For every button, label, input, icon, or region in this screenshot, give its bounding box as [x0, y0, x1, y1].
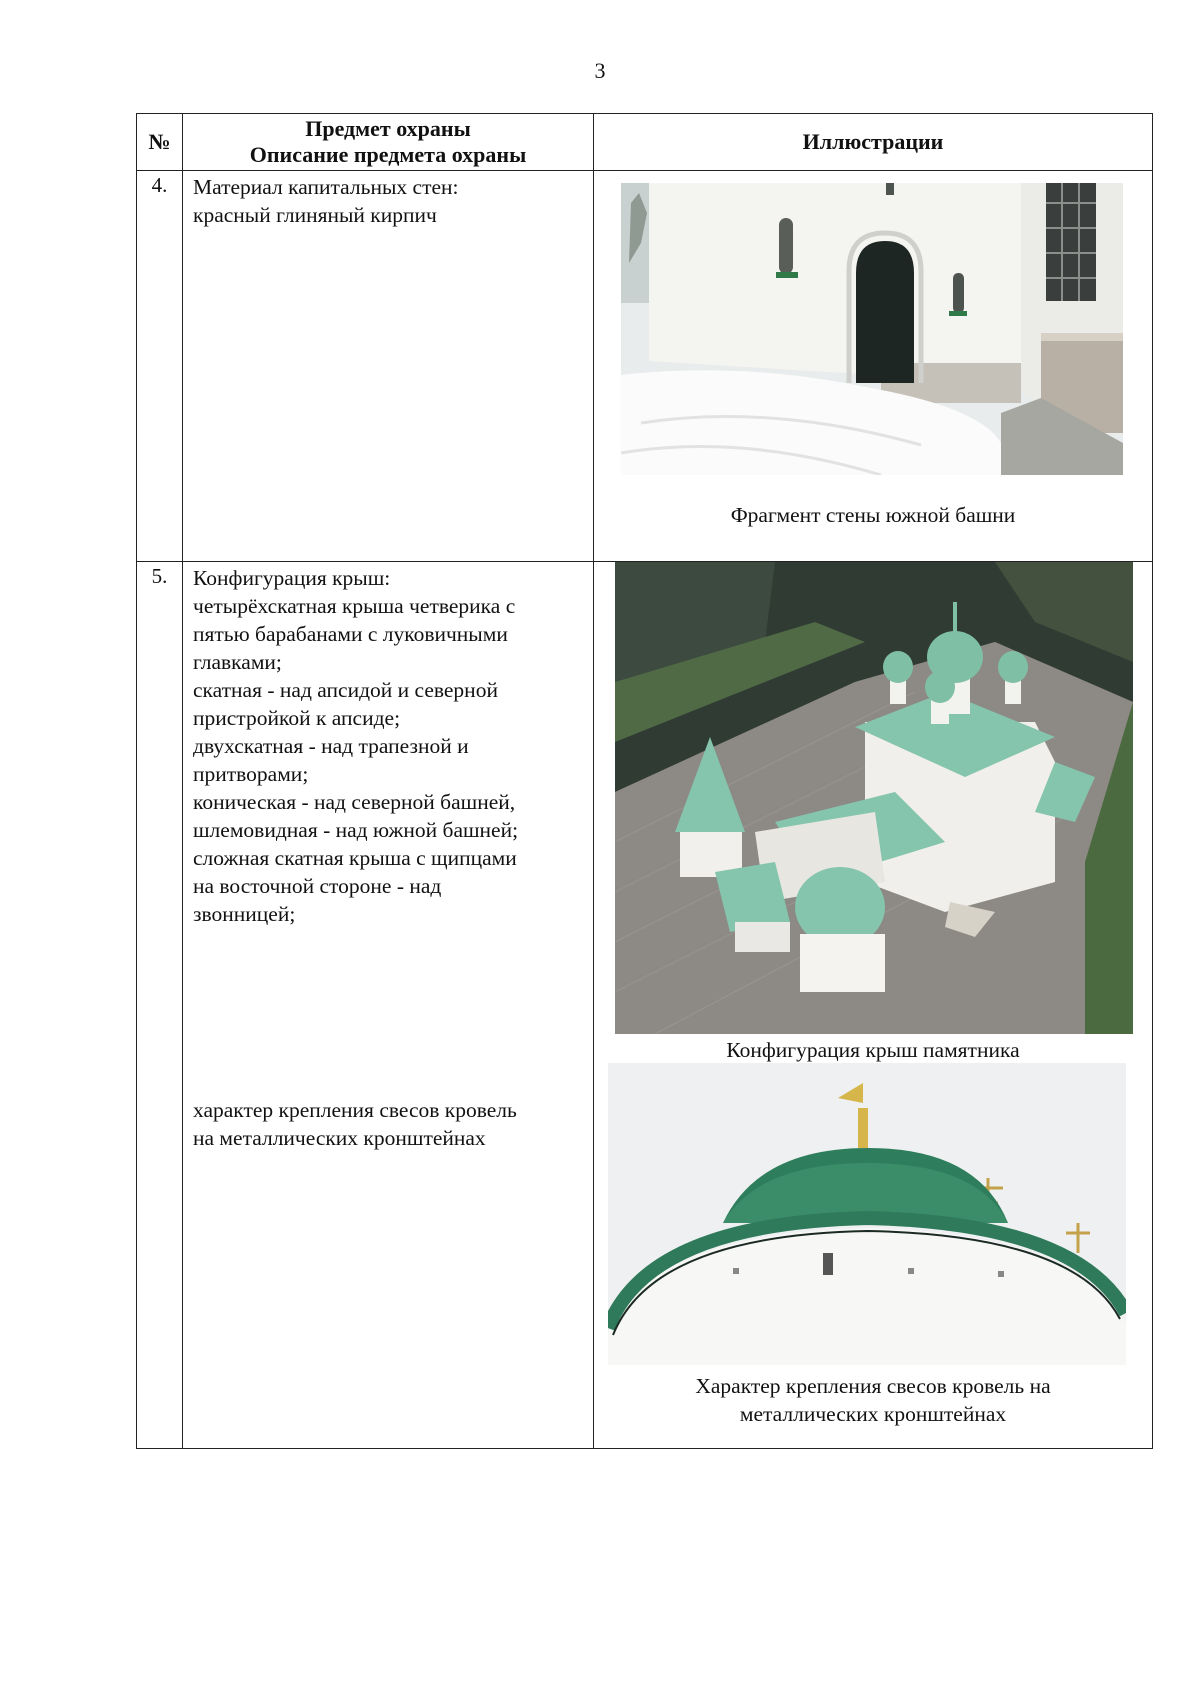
row-illustrations — [594, 562, 1153, 1449]
description-line: пятью барабанами с луковичными — [193, 622, 508, 646]
description-line: притворами; — [193, 762, 309, 786]
caption-line: Характер крепления свесов кровель на — [695, 1374, 1051, 1398]
table-row — [137, 562, 1153, 1449]
row-number: 5. — [137, 562, 183, 1449]
description-line: скатная - над апсидой и северной — [193, 678, 498, 702]
description-line: четырёхскатная крыша четверика с — [193, 594, 516, 618]
description-line: главками; — [193, 650, 282, 674]
description-line: Конфигурация крыш: — [193, 566, 391, 590]
description-line: на восточной стороне - над — [193, 874, 442, 898]
description-line: шлемовидная - над южной башней; — [193, 818, 519, 842]
header-subject-title: Предмет охраны — [305, 116, 471, 141]
description-line: звонницей; — [193, 902, 296, 926]
row-description — [183, 562, 594, 1449]
caption-line: металлических кронштейнах — [739, 1402, 1007, 1426]
photo-caption — [594, 1372, 1152, 1428]
table-row — [137, 171, 1153, 562]
header-subject-description: Описание предмета охраны — [249, 142, 527, 167]
description-line: коническая - над северной башней, — [193, 790, 516, 814]
photo-roof-eaves-brackets — [608, 1063, 1126, 1365]
photo-roof-configuration — [615, 562, 1133, 1034]
description-line: на металлических кронштейнах — [193, 1126, 486, 1150]
description-line: сложная скатная крыша с щипцами — [193, 846, 517, 870]
row-number: 4. — [137, 171, 183, 562]
protection-table — [136, 113, 1153, 1449]
header-number: № — [137, 114, 183, 171]
row-illustrations — [594, 171, 1153, 562]
photo-caption: Фрагмент стены южной башни — [730, 503, 1016, 527]
description-line: пристройкой к апсиде; — [193, 706, 401, 730]
row-description — [183, 171, 594, 562]
header-row — [137, 114, 1153, 171]
photo-south-tower-wall — [621, 183, 1123, 475]
description-line: красный глиняный кирпич — [193, 203, 437, 227]
description-line: Материал капитальных стен: — [193, 175, 459, 199]
description-line: характер крепления свесов кровель — [193, 1098, 517, 1122]
photo-caption: Конфигурация крыш памятника — [726, 1038, 1020, 1062]
description-line: двухскатная - над трапезной и — [193, 734, 469, 758]
header-subject — [183, 114, 594, 171]
page-number: 3 — [594, 58, 606, 83]
header-illustrations: Иллюстрации — [594, 114, 1153, 171]
